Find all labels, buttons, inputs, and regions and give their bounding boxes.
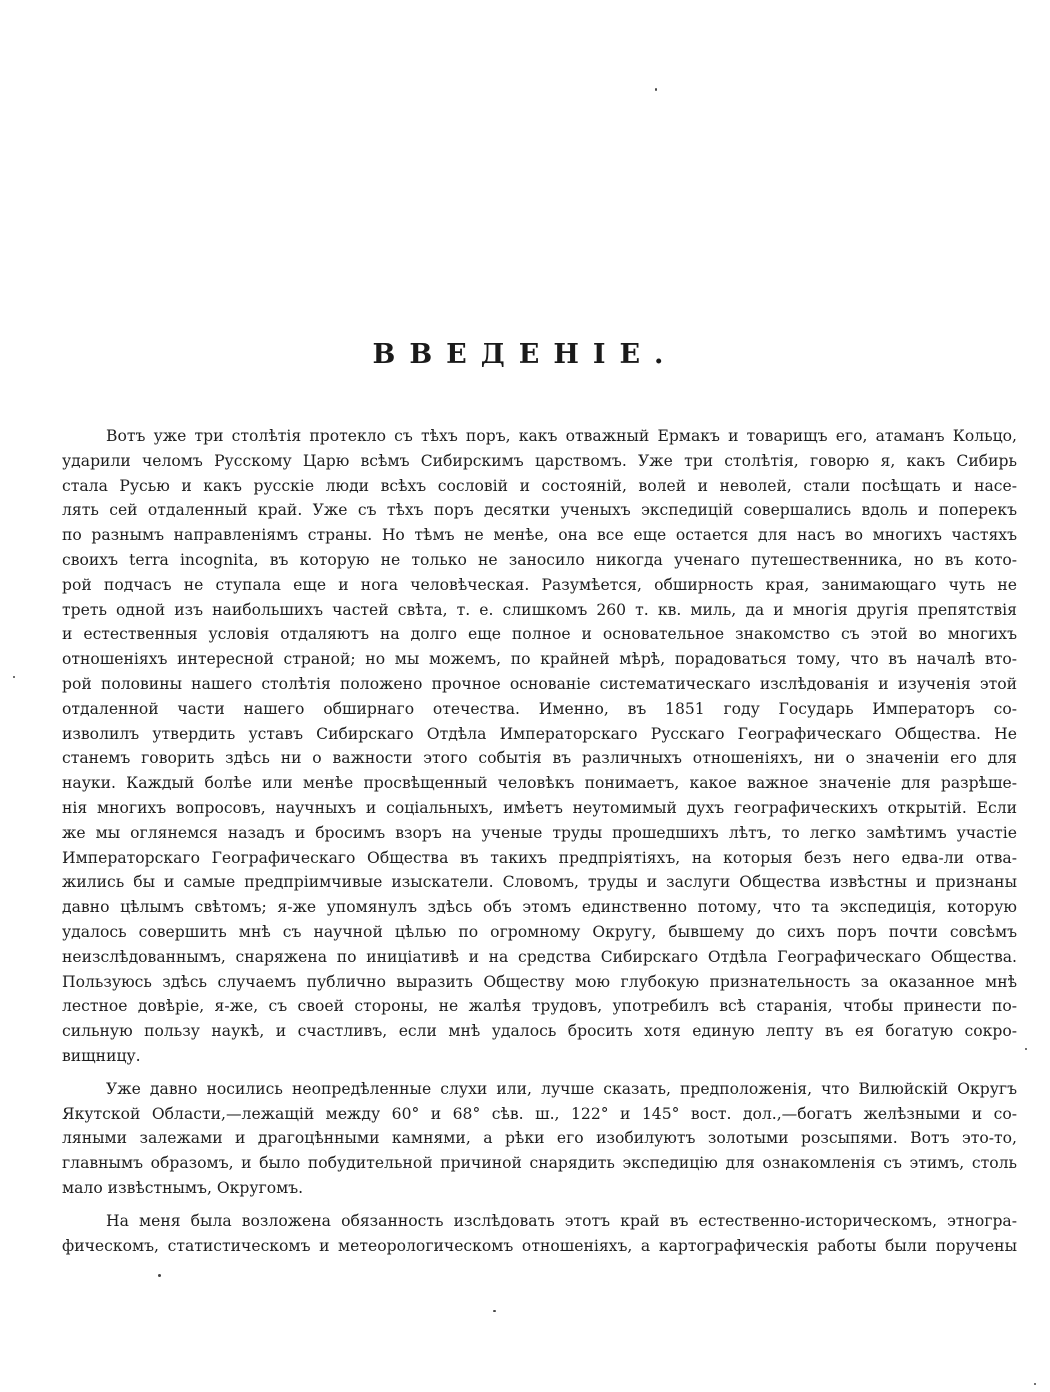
text-line: Вотъ уже три столѣтія протекло съ тѣхъ поръ, какъ отважный Ермакъ и товарищъ его, атаманъ Кольцо, xyxy=(106,427,1017,445)
scan-speck xyxy=(13,676,15,678)
text-line: и естественныя условія отдаляютъ на долго еще полное и основательное знакомство съ этой во многихъ xyxy=(62,625,1017,644)
text-line: фическомъ, статистическомъ и метеорологическомъ отношеніяхъ, а картографическія работы были поручены xyxy=(62,1236,1017,1255)
text-line: неизслѣдованнымъ, снаряжена по иниціативѣ и на средства Сибирскаго Отдѣла Географическаго Общества. xyxy=(62,947,1017,966)
text-line: отдаленной части нашего обширнаго отечества. Именно, въ 1851 году Государь Императоръ со- xyxy=(62,699,1017,718)
text-line: удалось совершить мнѣ съ научной цѣлью по огромному Округу, бывшему до сихъ поръ почти совсѣмъ xyxy=(62,922,1017,941)
text-line: науки. Каждый болѣе или менѣе просвѣщенный человѣкъ понимаетъ, какое важное значеніе для разрѣше- xyxy=(62,774,1017,793)
scan-speck xyxy=(1025,1048,1027,1050)
text-line: лять сей отдаленный край. Уже съ тѣхъ поръ десятки ученыхъ экспедицій совершались вдоль и поперекъ xyxy=(62,501,1017,520)
text-line: стала Русью и какъ русскіе люди всѣхъ сословій и состояній, волей и неволей, стали посѣщать и насе- xyxy=(62,476,1017,495)
text-line: вищницу. xyxy=(62,1046,141,1065)
text-line: ударили челомъ Русскому Царю всѣмъ Сибирскимъ царствомъ. Уже три столѣтія, говорю я, какъ Сибирь xyxy=(62,451,1017,470)
text-line: треть одной изъ наибольшихъ частей свѣта, т. е. слишкомъ 260 т. кв. миль, да и многія другія препятствія xyxy=(62,600,1017,619)
text-line: рой подчасъ не ступала еще и нога человѣческая. Разумѣется, обширность края, занимающаго чуть не xyxy=(62,575,1017,594)
scan-speck xyxy=(655,88,657,91)
text-line: станемъ говорить здѣсь ни о важности этого событія въ различныхъ отношеніяхъ, ни о значеніи его для xyxy=(62,749,1017,768)
text-line: изволилъ утвердить уставъ Сибирскаго Отдѣла Императорскаго Русскаго Географическаго Общества. Не xyxy=(62,724,1017,743)
text-line: Якутской Области,—лежащій между 60° и 68° сѣв. ш., 122° и 145° вост. дол.,—богатъ желѣзными и со- xyxy=(62,1104,1017,1123)
text-line: Императорскаго Географическаго Общества въ такихъ предпріятіяхъ, на которыя безъ него едва-ли отва- xyxy=(62,848,1017,867)
scan-speck xyxy=(493,1310,496,1312)
text-line: На меня была возложена обязанность изслѣдовать этотъ край въ естественно-историческомъ, этногра- xyxy=(106,1211,1017,1230)
scan-speck xyxy=(158,1274,161,1277)
text-line: главнымъ образомъ, и было побудительной причиной снарядить экспедицію для ознакомленія съ этимъ, столь xyxy=(62,1154,1017,1173)
text-line: своихъ terra incognita, въ которую не только не заносило никогда ученаго путешественника, но въ кото- xyxy=(62,550,1017,569)
body-text xyxy=(62,424,1017,1258)
text-line: нія многихъ вопросовъ, научныхъ и соціальныхъ, имѣетъ неутомимый духъ географическихъ открытій. Если xyxy=(62,798,1017,817)
text-line: рой половины нашего столѣтія положено прочное основаніе систематическаго изслѣдованія и изученія этой xyxy=(62,674,1017,693)
text-line: Уже давно носились неопредѣленные слухи или, лучше сказать, предположенія, что Вилюйскій Округъ xyxy=(106,1079,1017,1098)
text-line: мало извѣстнымъ, Округомъ. xyxy=(62,1178,304,1197)
text-line: по разнымъ направленіямъ страны. Но тѣмъ не менѣе, она все еще остается для насъ во многихъ частяхъ xyxy=(62,526,1017,545)
scan-speck xyxy=(1034,1383,1036,1385)
text-line: ляными залежами и драгоцѣнными камнями, а рѣки его изобилуютъ золотыми розсыпями. Вотъ это-то, xyxy=(62,1129,1017,1148)
text-line: лестное довѣріе, я-же, съ своей стороны, не жалѣя трудовъ, употребилъ всѣ старанія, чтобы принести по- xyxy=(62,997,1017,1016)
text-line: давно цѣлымъ свѣтомъ; я-же упомянулъ здѣсь объ этомъ единственно потому, что та экспедиція, которую xyxy=(62,898,1017,917)
text-line: же мы оглянемся назадъ и бросимъ взоръ на ученые труды прошедшихъ лѣтъ, то легко замѣтимъ участіе xyxy=(62,823,1017,842)
text-line: сильную пользу наукѣ, и счастливъ, если мнѣ удалось бросить хотя единую лепту въ ея богатую сокро- xyxy=(62,1022,1017,1041)
page-title: ВВЕДЕНІЕ. xyxy=(372,339,678,370)
text-line: Пользуюсь здѣсь случаемъ публично выразить Обществу мою глубокую признательность за оказанное мнѣ xyxy=(62,972,1017,991)
text-line: жились бы и самые предпріимчивые изыскатели. Словомъ, труды и заслуги Общества извѣстны и признаны xyxy=(62,873,1017,892)
text-line: отношеніяхъ интересной страной; но мы можемъ, по крайней мѣрѣ, порадоваться тому, что въ началѣ вто- xyxy=(62,650,1017,669)
